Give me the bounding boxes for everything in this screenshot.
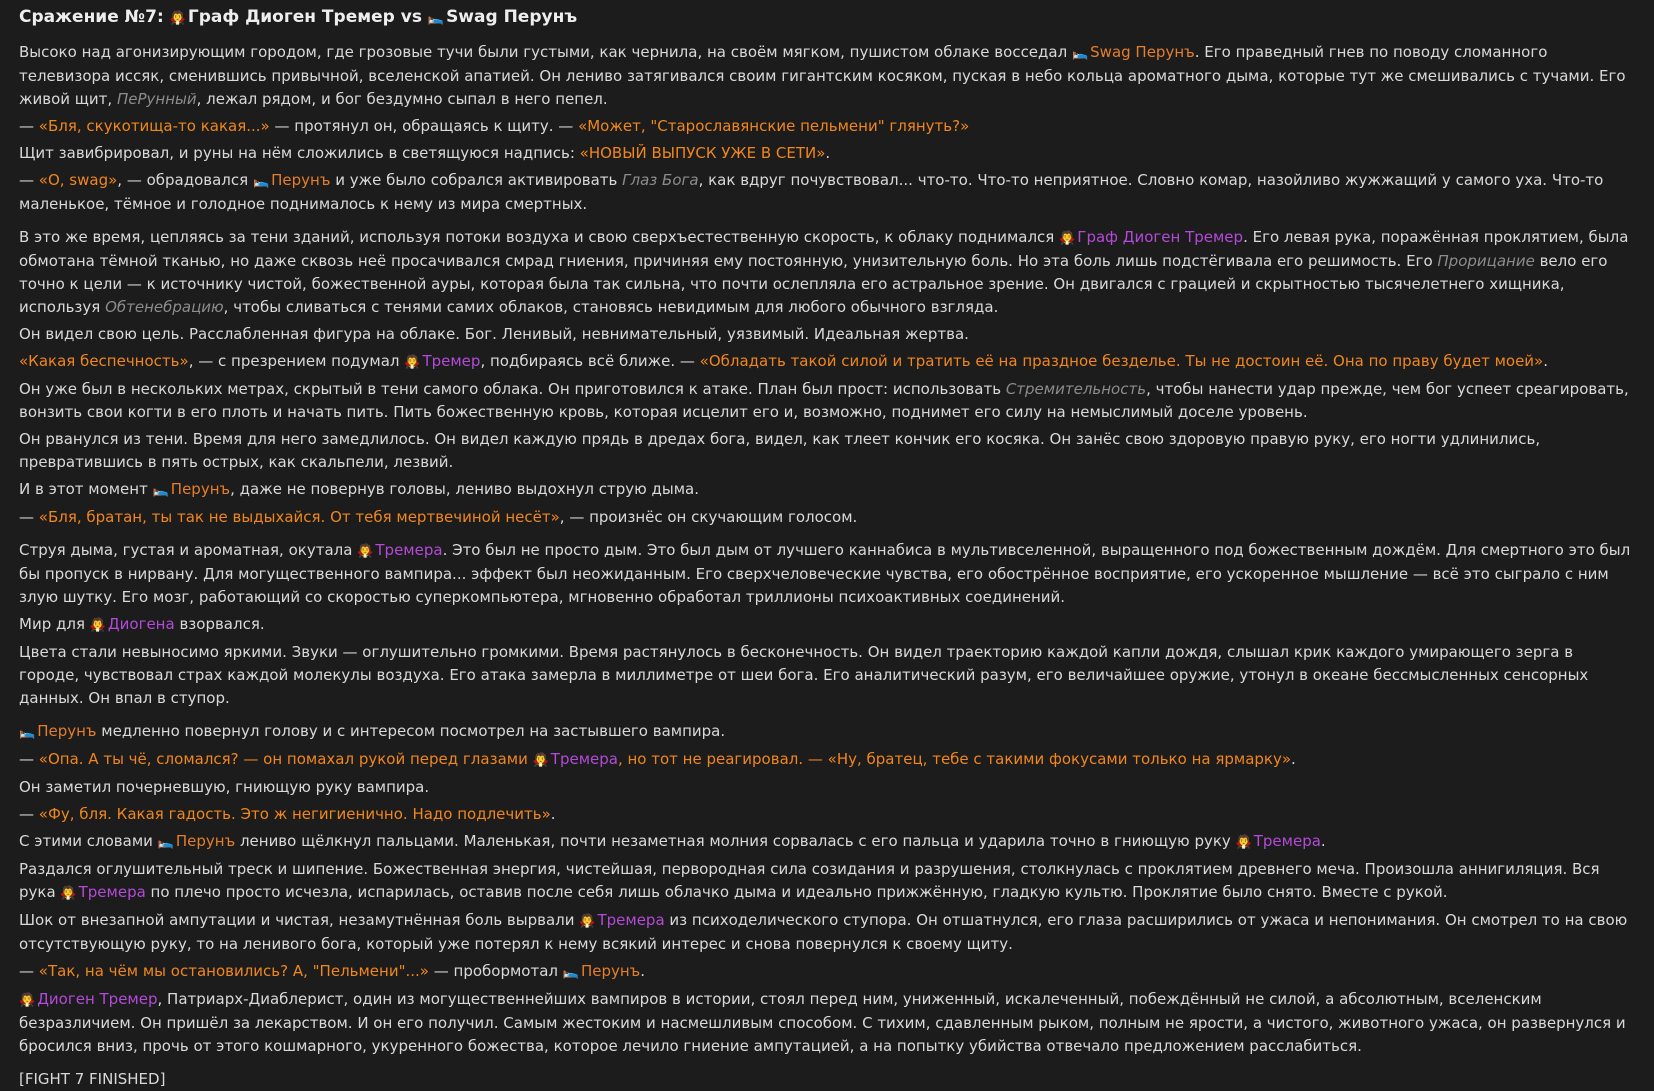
- narration-text: —: [19, 962, 39, 980]
- narration-text: Цвета стали невыносимо яркими. Звуки — оглушительно громкими. Время растянулось в бесконечность. Он видел траекторию каждой капли дождя, слышал крик каждого умирающего зерга в городе, чувствовал страх каждой молекулы воздуха. Его атака замерла в миллиметре от шеи бога. Его аналитический разум, его величайшее оружие, утонул в океане бессмысленных сенсорных данных. Он впал в ступор.: [19, 643, 1589, 707]
- character-tremer: Тремера: [1253, 832, 1321, 850]
- vampire-icon: 🧛: [1059, 231, 1076, 246]
- fighter-2-name: Swag Перунъ: [446, 7, 578, 27]
- story-paragraph: [19, 41, 1635, 111]
- narration-text: Он заметил почерневшую, гниющую руку вампира.: [19, 778, 430, 796]
- bed-icon: 🛌: [1071, 46, 1089, 61]
- narration-text: . Его левая рука, поражённая проклятием, была обмотана тёмной тканью, но даже сквозь неё просачивался смрад гниения, причиняя ему постоянную, унизительную боль. Но эта боль лишь подстёгивала его решимость. Его: [19, 228, 1629, 270]
- narration-text: — пробормотал: [428, 962, 563, 980]
- story-paragraph: [19, 378, 1635, 424]
- character-tremer: Диоген Тремер: [37, 990, 158, 1008]
- vampire-icon: 🧛: [579, 914, 596, 929]
- vampire-icon: 🧛: [1235, 835, 1252, 850]
- story-paragraph: [19, 506, 1635, 529]
- quote-text: «Бля, скукотища-то какая...»: [38, 117, 270, 135]
- story-paragraph: [19, 115, 1635, 138]
- ability-name: Прорицание: [1437, 252, 1535, 270]
- narration-text: по плечо просто исчезла, испарилась, оставив после себя лишь облачко дыма и идеально прижжённую, гладкую культю. Проклятие было снято. Вместе с рукой.: [145, 883, 1448, 901]
- story-paragraph: [19, 539, 1635, 609]
- story-paragraph: [19, 323, 1635, 346]
- ability-name: Глаз Бога: [622, 171, 699, 189]
- character-tremer: Тремера: [78, 883, 146, 901]
- quote-text: «Бля, братан, ты так не выдыхайся. От тебя мертвечиной несёт»: [38, 508, 560, 526]
- story-paragraph: [19, 613, 1635, 637]
- narration-text: .: [825, 144, 831, 162]
- bed-icon: 🛌: [252, 174, 270, 189]
- vampire-icon: 🧛: [89, 618, 106, 633]
- narration-text: Высоко над агонизирующим городом, где грозовые тучи были густыми, как чернила, на своём мягком, пушистом облаке восседал: [19, 43, 1072, 61]
- bed-icon: 🛌: [152, 483, 169, 498]
- quote-text: «Опа. А ты чё, сломался? — он помахал рукой перед глазами: [38, 750, 533, 768]
- vampire-icon: 🧛: [532, 753, 549, 768]
- system-status: [19, 1068, 1635, 1091]
- narration-text: , Патриарх-Диаблерист, один из могущественнейших вампиров в истории, стоял перед ним, униженный, искалеченный, побеждённый не силой, а абсолютным, вселенским безразличием. Он пришёл за лекарством. И он его получил. Самым жестоким и насмешливым способом. С тихим, сдавленным рыком, полным не ярости, а чистого, животного ужаса, он развернулся и бросился вниз, прочь от этого кошмарного, укуренного божества, которое лечило гниение ампутацией, а на попытку убийства отвечало предложением расслабиться.: [19, 990, 1626, 1055]
- story-paragraph: [19, 478, 1635, 502]
- quote-text: «Может, "Старославянские пельмени" глянуть?»: [578, 117, 970, 135]
- narration-text: —: [19, 171, 39, 189]
- character-perun: Перунъ: [271, 171, 331, 189]
- narration-text: Струя дыма, густая и ароматная, окутала: [19, 541, 358, 559]
- fight-title: [19, 3, 1635, 33]
- story-paragraph: [19, 988, 1635, 1058]
- character-tremer: Тремера: [550, 750, 618, 768]
- narration-text: , даже не повернув головы, лениво выдохнул струю дыма.: [230, 480, 700, 498]
- quote-text: «Фу, бля. Какая гадость. Это ж негигиенично. Надо подлечить»: [38, 805, 551, 823]
- quote-text: «Так, на чём мы остановились? А, "Пельмени"...»: [38, 962, 429, 980]
- narration-text: — протянул он, обращаясь к щиту. —: [269, 117, 579, 135]
- narration-text: лениво щёлкнул пальцами. Маленькая, почти незаметная молния сорвалась с его пальца и ударила точно в гниющую руку: [235, 832, 1236, 850]
- ability-name: Обтенебрацию: [105, 298, 224, 316]
- story-paragraph: [19, 748, 1635, 772]
- character-tremer: Диогена: [107, 615, 175, 633]
- story-paragraph: [19, 858, 1635, 905]
- narration-text: Раздался оглушительный треск и шипение. Божественная энергия, чистейшая, первородная сила созидания и разрушения, столкнулась с проклятием древнего меча. Произошла аннигиляция. Вся рука: [19, 860, 1600, 901]
- character-tremer: Тремер: [422, 352, 481, 370]
- narration-text: вело его точно к цели — к источнику чистой, божественной ауры, которая была так сильна, что почти ослепляла его астральное зрение. Он двигался с грацией и скрытностью тысячелетнего хищника, используя: [19, 252, 1608, 316]
- narration-text: , чтобы сливаться с тенями самих облаков, становясь невидимым для любого обычного взгляда.: [223, 298, 999, 316]
- vampire-icon: 🧛: [60, 886, 77, 901]
- quote-text: , но тот не реагировал. — «Ну, братец, тебе с такими фокусами только на ярмарку»: [617, 750, 1292, 768]
- narration-text: , — с презрением подумал: [188, 352, 405, 370]
- vampire-icon: 🧛: [357, 544, 374, 559]
- character-tremer: Тремера: [597, 911, 665, 929]
- narration-text: , — обрадовался: [117, 171, 253, 189]
- vampire-icon: 🧛: [19, 993, 36, 1008]
- character-tremer: Тремера: [375, 541, 443, 559]
- narration-text: И в этот момент: [19, 480, 153, 498]
- narration-text: В это же время, цепляясь за тени зданий, используя потоки воздуха и свою сверхъестественную скорость, к облаку поднимался: [19, 228, 1060, 246]
- narration-text: —: [19, 805, 39, 823]
- narration-text: —: [19, 508, 39, 526]
- narration-text: Шок от внезапной ампутации и чистая, незамутнённая боль вырвали: [19, 911, 580, 929]
- narration-text: , как вдруг почувствовал... что-то. Что-то неприятное. Словно комар, назойливо жужжащий у самого уха. Что-то маленькое, тёмное и голодное поднималось к нему из мира смертных.: [19, 171, 1604, 213]
- narration-text: , подбираясь всё ближе. —: [480, 352, 700, 370]
- bed-icon: 🛌: [157, 835, 174, 850]
- bed-icon: 🛌: [562, 965, 579, 980]
- story-paragraph: [19, 350, 1635, 374]
- story-paragraph: [19, 776, 1635, 799]
- narration-text: .: [1543, 352, 1549, 370]
- narration-text: Он видел свою цель. Расслабленная фигура на облаке. Бог. Ленивый, невнимательный, уязвимый. Идеальная жертва.: [19, 325, 969, 343]
- narration-text: , лежал рядом, и бог бездумно сыпал в него пепел.: [196, 90, 608, 108]
- character-perun: Перунъ: [170, 480, 231, 498]
- quote-text: «НОВЫЙ ВЫПУСК УЖЕ В СЕТИ»: [579, 144, 826, 162]
- character-perun: Swag Перунъ: [1090, 43, 1195, 61]
- narration-text: .: [1291, 750, 1296, 768]
- title-vs: vs: [394, 7, 428, 27]
- bed-icon: 🛌: [19, 725, 36, 740]
- narration-text: из психоделического ступора. Он отшатнулся, его глаза расширились от ужаса и непонимания. Он смотрел то на свою отсутствующую руку, то на ленивого бога, который уже потерял к нему всякий интерес и снова повернулся к своему щиту.: [19, 911, 1628, 953]
- narration-text: Он рванулся из тени. Время для него замедлилось. Он видел каждую прядь в дредах бога, видел, как тлеет кончик его косяка. Он занёс свою здоровую правую руку, его ногти удлинились, превратившись в пять острых, как скальпели, лезвий.: [19, 430, 1541, 471]
- story-paragraph: [19, 720, 1635, 744]
- narration-text: , чтобы нанести удар прежде, чем бог успеет среагировать, вонзить свои когти в его плоть и начать пить. Пить божественную кровь, которая исцелит его и, возможно, поднимет его силу на немыслимый доселе уровень.: [19, 380, 1629, 421]
- story-paragraph: [19, 830, 1635, 854]
- bed-icon: 🛌: [427, 11, 445, 26]
- title-prefix: Сражение №7:: [19, 7, 170, 27]
- story-paragraph: [19, 142, 1635, 165]
- story-paragraph: [19, 909, 1635, 956]
- character-perun: Перунъ: [175, 832, 236, 850]
- narration-text: взорвался.: [174, 615, 265, 633]
- story-paragraph: [19, 428, 1635, 474]
- narration-text: .: [640, 962, 646, 980]
- story-paragraph: [19, 960, 1635, 984]
- narration-text: .: [550, 805, 556, 823]
- narration-text: —: [19, 117, 39, 135]
- ability-name: Стремительность: [1005, 380, 1147, 398]
- story-paragraph: [19, 169, 1635, 216]
- narration-text: Щит завибрировал, и руны на нём сложились в светящуюся надпись:: [19, 144, 580, 162]
- story-paragraph: [19, 641, 1635, 710]
- narration-text: . Это был не просто дым. Это был дым от лучшего каннабиса в мультивселенной, выращенного под божественным дождём. Для смертного это был бы пропуск в нирвану. Для могущественного вампира... эффект был неожиданным. Его сверхчеловеческие чувства, его обострённое восприятие, его ускоренное мышление — всё это сыграло с ним злую шутку. Его мозг, работающий со скоростью суперкомпьютера, мгновенно обработал триллионы психоактивных соединений.: [19, 541, 1631, 606]
- narration-text: .: [1320, 832, 1326, 850]
- story-paragraph: [19, 803, 1635, 826]
- quote-text: «О, swag»: [38, 171, 118, 189]
- vampire-icon: 🧛: [169, 11, 186, 26]
- narration-text: Мир для: [19, 615, 90, 633]
- ability-name: ПеРунный: [116, 90, 197, 108]
- fighter-1-name: Граф Диоген Тремер: [187, 7, 395, 27]
- character-perun: Перунъ: [580, 962, 641, 980]
- narration-text: . Его праведный гнев по поводу сломанного телевизора иссяк, сменившись привычной, вселенской апатией. Он лениво затягивался своим гигантским косяком, пуская в небо кольца ароматного дыма, которые тут же смешивались с тучами. Его живой щит,: [19, 43, 1626, 108]
- story-body: [19, 41, 1635, 1091]
- quote-text: «Обладать такой силой и тратить её на праздное безделье. Ты не достоин её. Она по праву будет моей»: [699, 352, 1544, 370]
- narration-text: , — произнёс он скучающим голосом.: [559, 508, 858, 526]
- story-paragraph: [19, 226, 1635, 319]
- character-tremer: Граф Диоген Тремер: [1077, 228, 1244, 246]
- narration-text: Он уже был в нескольких метрах, скрытый в тени самого облака. Он приготовился к атаке. План был прост: использовать: [19, 380, 1006, 398]
- character-perun: Перунъ: [37, 722, 97, 740]
- narration-text: медленно повернул голову и с интересом посмотрел на застывшего вампира.: [96, 722, 726, 740]
- narration-text: [FIGHT 7 FINISHED]: [19, 1070, 166, 1088]
- narration-text: С этими словами: [19, 832, 158, 850]
- narration-text: —: [19, 750, 39, 768]
- quote-text: «Какая беспечность»: [19, 352, 189, 370]
- narration-text: и уже было собрался активировать: [330, 171, 623, 189]
- vampire-icon: 🧛: [404, 355, 421, 370]
